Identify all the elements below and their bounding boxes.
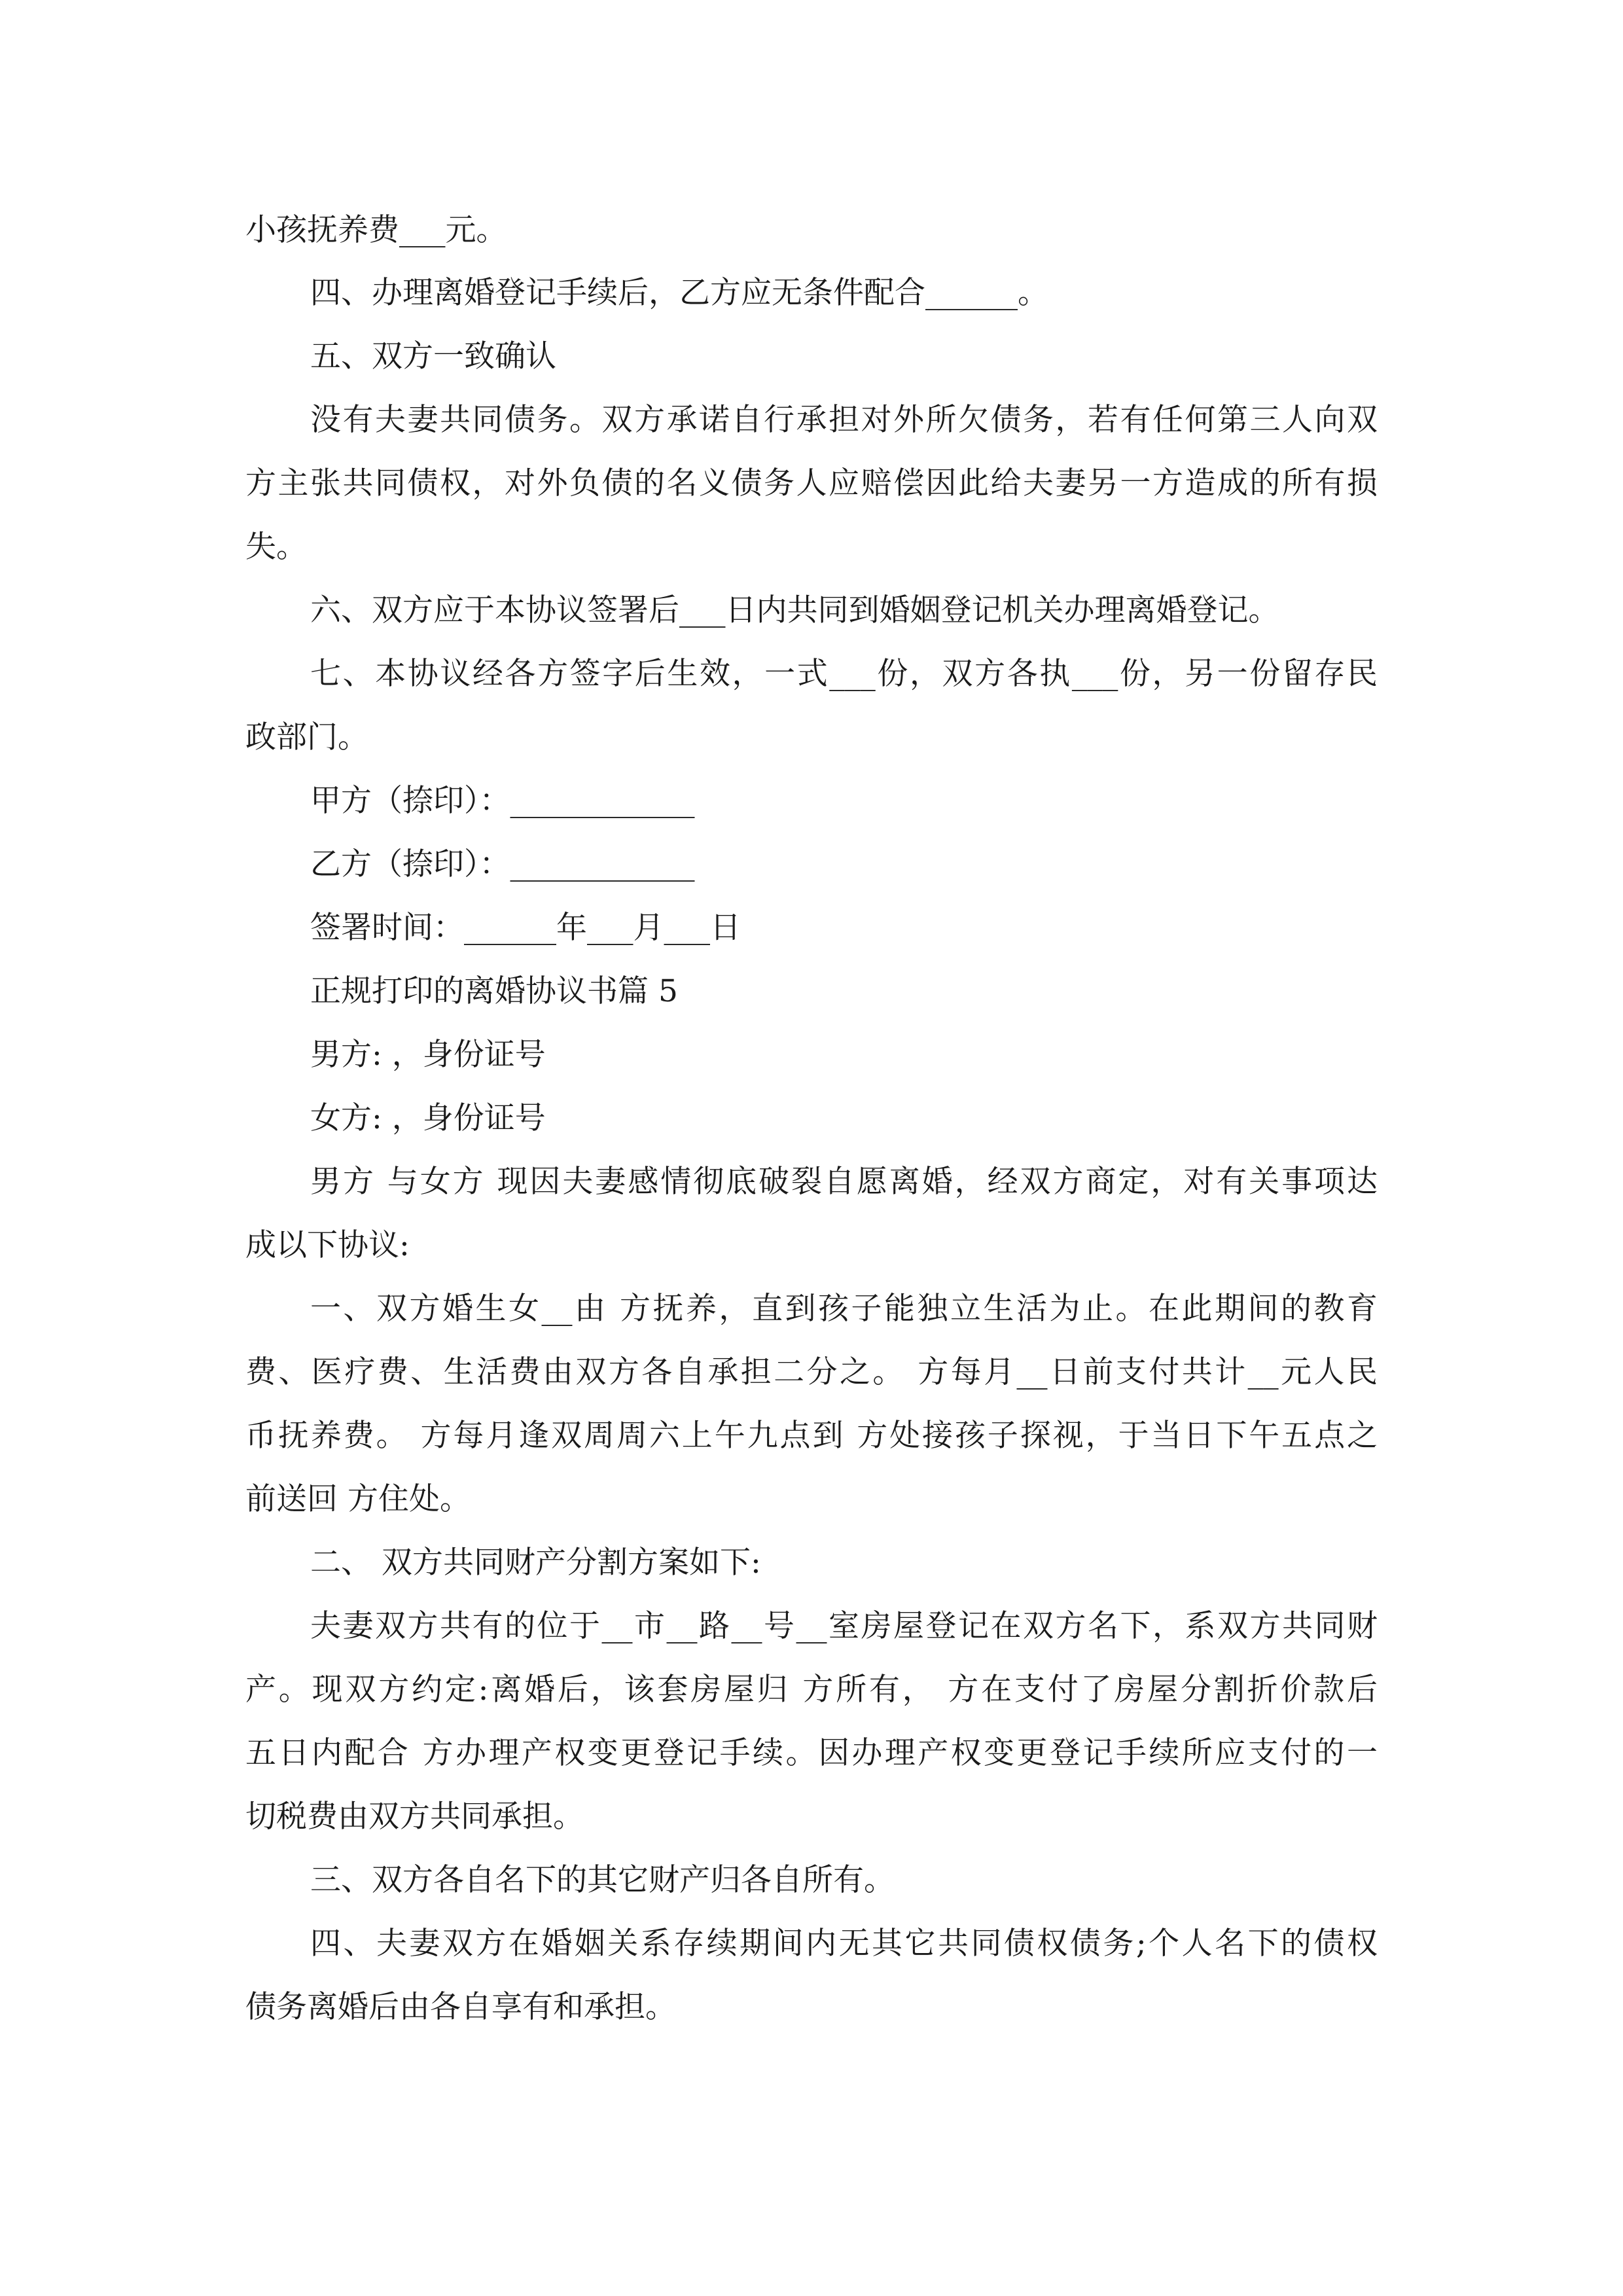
text-line: 失。 [245,529,307,565]
signing-date-line: 签署时间：______年___月___日 [310,910,741,946]
clause-four-text: 四、办理离婚登记手续后，乙方应无条件配合______。 [310,275,1048,311]
text-line: 产。现双方约定:离婚后，该套房屋归 方所有， 方在支付了房屋分割折价款后 [245,1672,1378,1708]
clause-five-heading: 五、双方一致确认 [310,338,556,374]
party-b-signature-line: 乙方（捺印）：____________ [310,846,695,882]
text-line: 五日内配合 方办理产权变更登记手续。因办理产权变更登记手续所应支付的一 [245,1735,1378,1771]
wife-id-line: 女方: ，身份证号 [310,1100,546,1136]
clause-four-text: 四、夫妻双方在婚姻关系存续期间内无其它共同债权债务;个人名下的债权 [310,1926,1378,1962]
text-line: 切税费由双方共同承担。 [245,1799,584,1835]
text-line: 政部门。 [245,719,368,755]
text-line: 男方 与女方 现因夫妻感情彻底破裂自愿离婚，经双方商定，对有关事项达 [310,1164,1378,1200]
text-line: 债务离婚后由各自享有和承担。 [245,1989,676,2025]
clause-three-text: 三、双方各自名下的其它财产归各自所有。 [310,1862,895,1898]
text-line: 前送回 方住处。 [245,1481,471,1517]
party-a-signature-line: 甲方（捺印）：____________ [310,783,695,819]
text-line: 币抚养费。 方每月逢双周周六上午九点到 方处接孩子探视，于当日下午五点之 [245,1418,1378,1454]
text-line: 一、双方婚生女__由 方抚养，直到孩子能独立生活为止。在此期间的教育 [310,1291,1378,1327]
clause-six-text: 六、双方应于本协议签署后___日内共同到婚姻登记机关办理离婚登记。 [310,592,1279,628]
text-line: 费、医疗费、生活费由双方各自承担二分之。 方每月__日前支付共计__元人民 [245,1354,1378,1390]
section-title: 正规打印的离婚协议书篇 5 [310,973,678,1009]
clause-two-heading: 二、 双方共同财产分割方案如下: [310,1545,761,1581]
text-line: 方主张共同债权，对外负债的名义债务人应赔偿因此给夫妻另一方造成的所有损 [245,465,1378,501]
text-line: 夫妻双方共有的位于__市__路__号__室房屋登记在双方名下，系双方共同财 [310,1608,1378,1644]
text-line: 成以下协议: [245,1227,410,1263]
text-line: 没有夫妻共同债务。双方承诺自行承担对外所欠债务，若有任何第三人向双 [310,402,1378,438]
clause-seven-text: 七、本协议经各方签字后生效，一式___份，双方各执___份，另一份留存民 [310,656,1378,692]
text-line: 小孩抚养费___元。 [245,212,507,248]
husband-id-line: 男方: ，身份证号 [310,1037,546,1073]
